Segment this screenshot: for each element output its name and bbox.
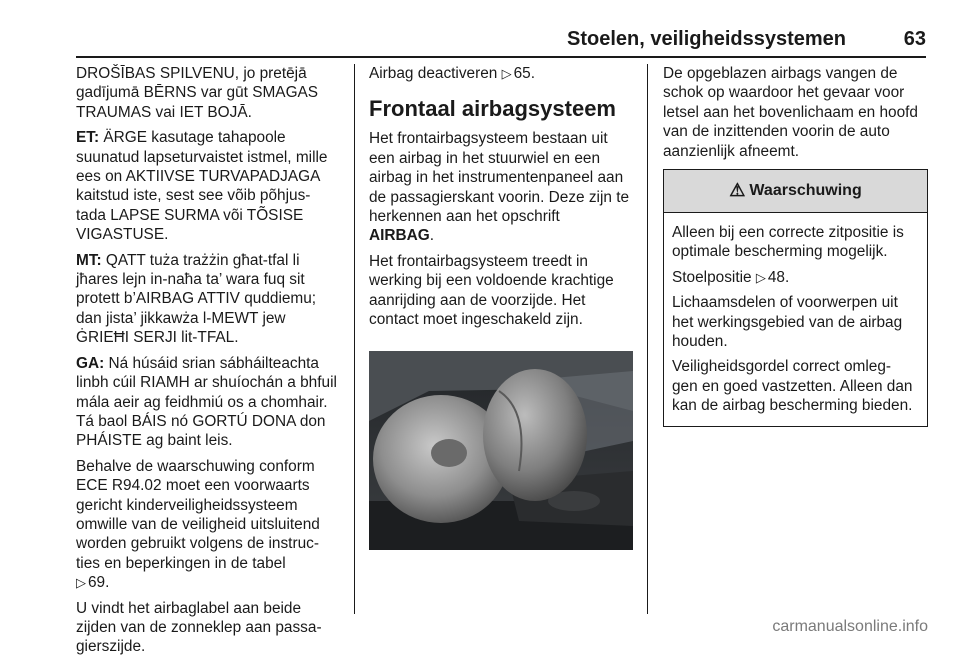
paragraph-text: Behalve de waarschuwing conform ECE R94.02 moet een voorwaarts gericht kinderveiligheidssysteem omwille van de veiligheid uitsluitend worden gebruikt volgens de instruc- ties en beperkingen in de tabel [76, 457, 320, 572]
warning-paragraph [672, 268, 919, 287]
paragraph-text: QATT tuża trażżin għat-tfal li jħares lejn in-naħa ta’ wara fuq sit protett b’AIRBAG ATTIV quddiemu; dan jista’ jikkawża l-MEWT jew ĠRIEĦI SERJI lit-TFAL. [76, 251, 317, 347]
lang-label: GA: [76, 354, 105, 372]
lang-label: ET: [76, 129, 100, 147]
warning-paragraph: Lichaamsdelen of voorwerpen uit het werkingsgebied van de airbag houden. [672, 294, 903, 351]
lang-label: MT: [76, 251, 102, 269]
page-ref-link[interactable]: 65. [513, 65, 536, 82]
paragraph: De opgeblazen airbags vangen de schok op waardoor het gevaar voor letsel aan het bovenlichaam en hoofd van de inzittenden voorin de auto aanzienlijk afneemt. [663, 65, 918, 160]
paragraph-text: ÄRGE kasutage tahapoole suunatud lapseturvaistet istmel, mille ees on AKTIIVSE TURVAPADJAGA kaitstud iste, sest see võib põhjus- tada LAPSE SURMA või TÕSISE VIGASTUSE. [76, 129, 328, 244]
page-ref-arrow-icon[interactable]: ▷ [755, 269, 766, 285]
paragraph: DROŠĪBAS SPILVENU, jo pretējā gadījumā BĒRNS var gūt SMAGAS TRAUMAS vai IET BOJĀ. [76, 65, 319, 121]
warning-paragraph: Veiligheidsgordel correct omleg- gen en goed vastzetten. Alleen dan kan de airbag bescherming bieden. [672, 358, 913, 415]
page-ref-link[interactable]: 48. [767, 268, 790, 286]
paragraph-ga [76, 354, 342, 451]
header-rule [76, 56, 926, 58]
page-number: 63 [903, 28, 926, 50]
warning-header [664, 170, 927, 213]
page-ref-arrow-icon[interactable]: ▷ [76, 575, 86, 591]
paragraph-text: Het frontairbagsysteem bestaan uit een airbag in het stuurwiel en een airbag in het instrumentenpaneel aan de passagierskant voorin. Deze zijn te herkennen aan het opschrift [369, 130, 630, 226]
warning-box [663, 169, 928, 427]
column-divider [647, 64, 648, 614]
page-header [76, 28, 926, 56]
paragraph-text: Airbag deactiveren [369, 65, 498, 82]
punctuation: . [429, 227, 434, 245]
paragraph: Het frontairbagsysteem treedt in werking bij een voldoende krachtige aanrijding aan de voorzijde. Het contact moet ingeschakeld zijn. [369, 252, 614, 329]
warning-paragraph: Alleen bij een correcte zitpositie is optimale bescherming mogelijk. [672, 224, 904, 261]
paragraph [76, 457, 342, 593]
warning-title: Waarschuwing [749, 182, 862, 200]
warning-triangle-icon: ⚠ [729, 180, 746, 201]
paragraph-et [76, 128, 342, 244]
paragraph-mt [76, 251, 342, 348]
paragraph: U vindt het airbaglabel aan beide zijden van de zonneklep aan passa- gierszijde. [76, 599, 322, 656]
airbag-illustration [369, 351, 633, 550]
column-divider [354, 64, 355, 614]
page-ref-link[interactable]: 69. [88, 574, 110, 592]
section-title: Frontaal airbagsysteem [369, 96, 616, 122]
airbag-photo [369, 351, 633, 550]
column-2 [369, 64, 633, 550]
column-1 [76, 64, 342, 663]
paragraph [369, 129, 633, 245]
paragraph-text: Ná húsáid srian sábháilteachta linbh cúil RIAMH ar shuíochán a bhfuil mála aeir ag feidhmiú os a chomhair. Tá baol BÁIS nó GORTÚ DONA don PHÁISTE ag baint leis. [76, 354, 337, 450]
paragraph-text: Stoelpositie [672, 268, 752, 286]
warning-body [664, 213, 927, 426]
airbag-label: AIRBAG [369, 227, 430, 245]
watermark: carmanualsonline.info [772, 618, 928, 635]
column-3 [663, 64, 928, 427]
paragraph [369, 64, 633, 83]
header-title: Stoelen, veiligheidssystemen [567, 28, 846, 50]
page-ref-arrow-icon[interactable]: ▷ [501, 66, 512, 81]
passenger-airbag [483, 369, 587, 501]
